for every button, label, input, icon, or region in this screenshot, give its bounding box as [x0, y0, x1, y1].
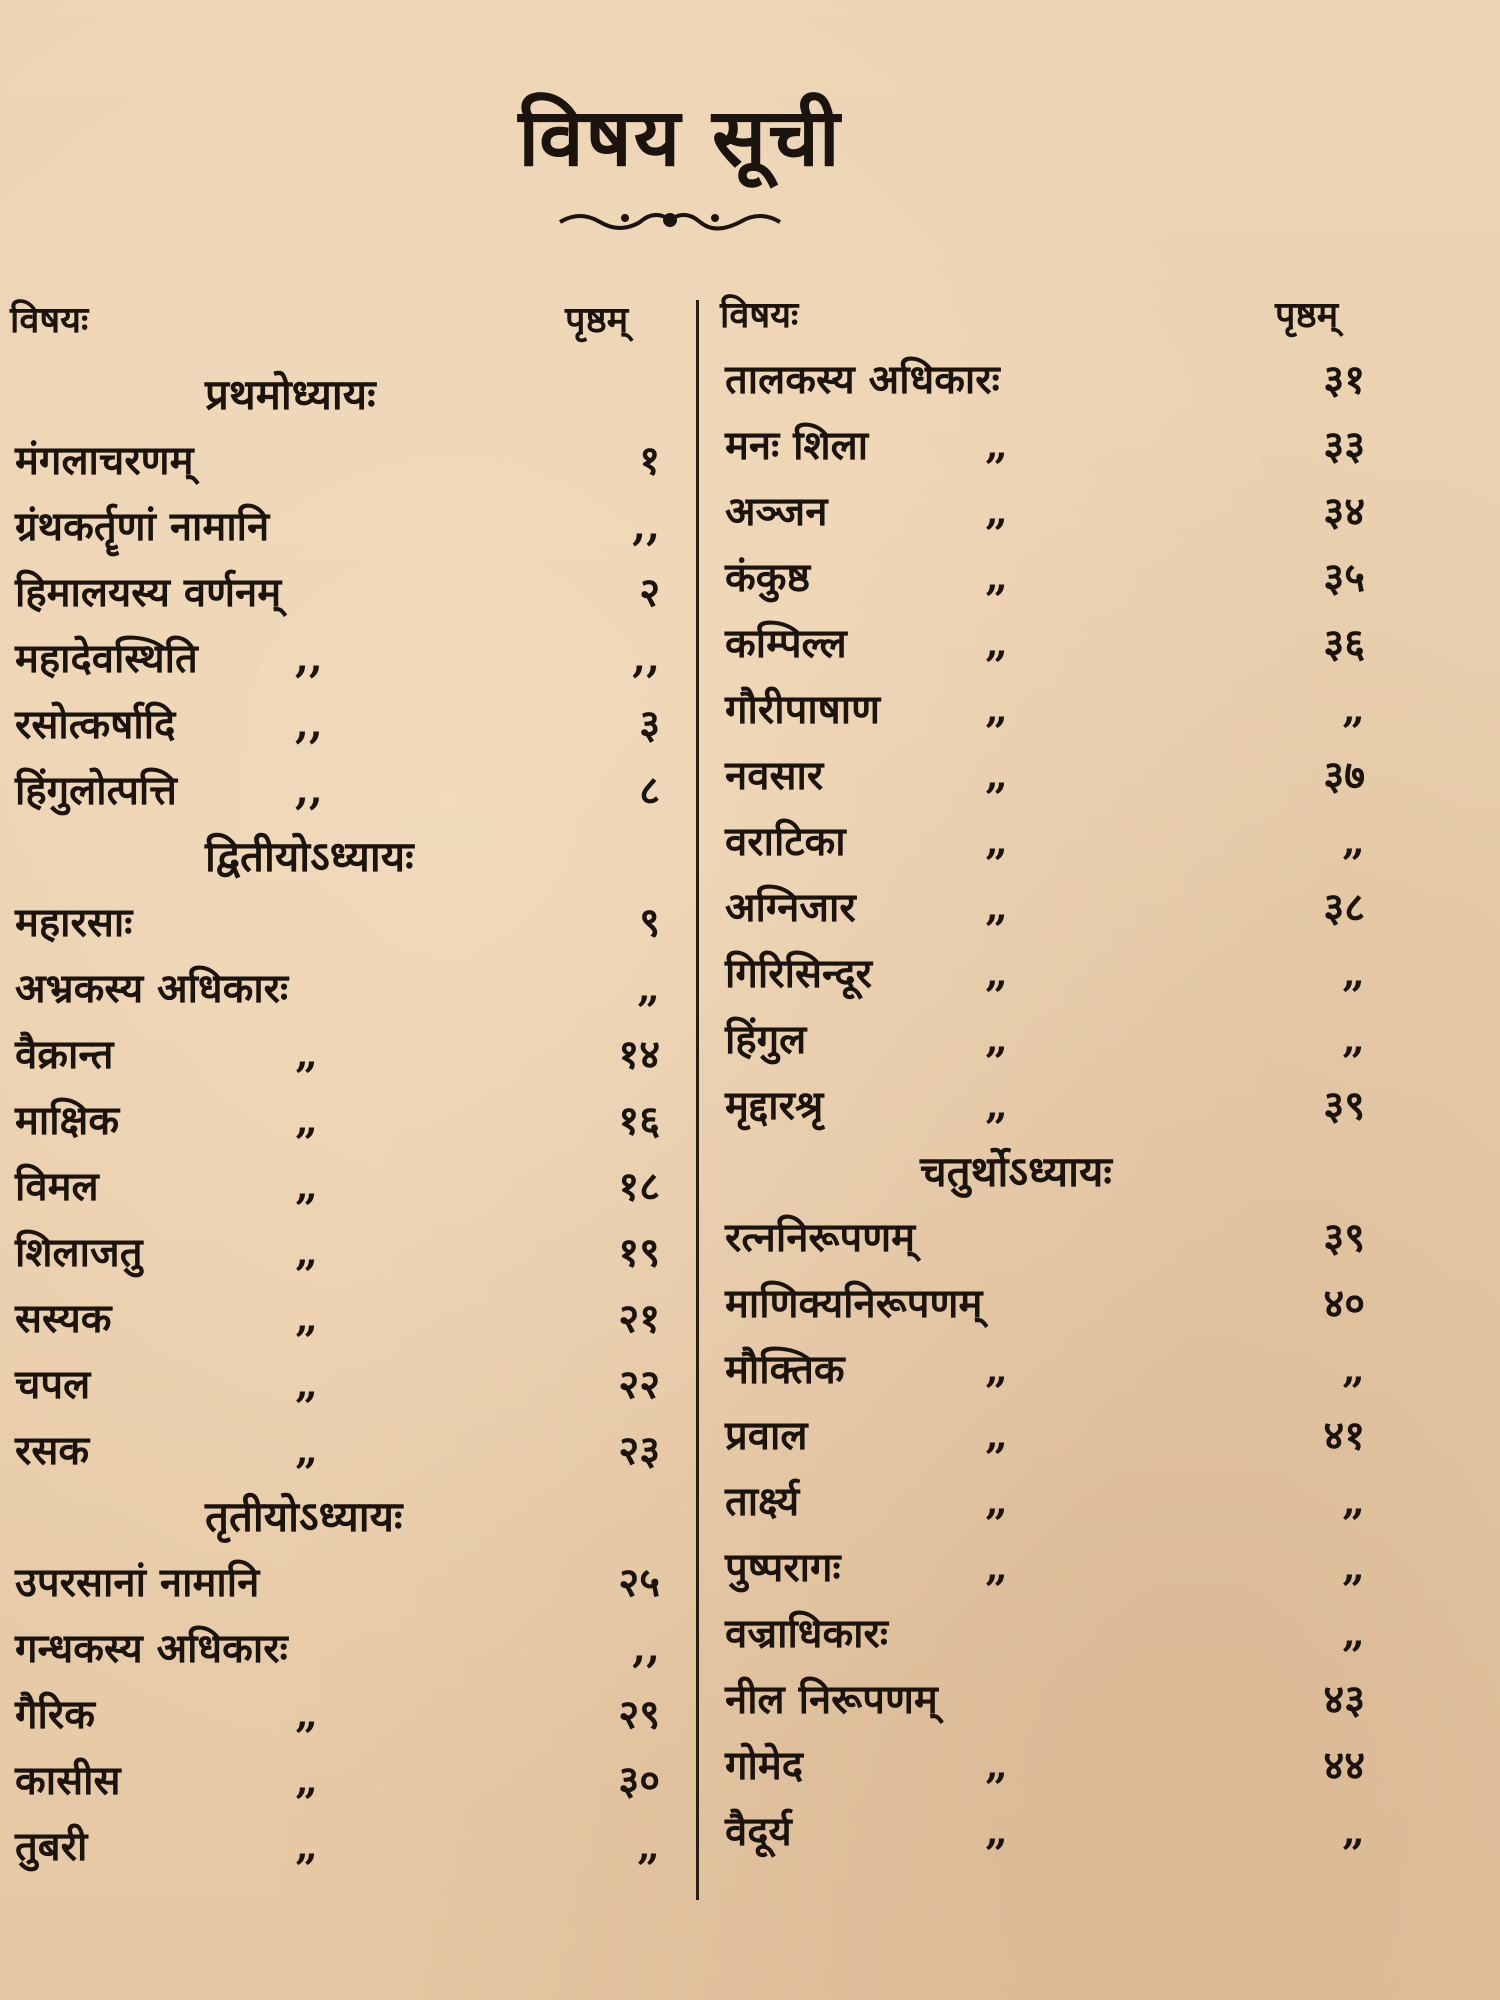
entry-title: रत्ननिरूपणम्	[725, 1214, 916, 1261]
ditto-mark: „	[985, 950, 1009, 997]
toc-entry[interactable]	[0, 1421, 690, 1481]
entry-page-number: „	[1341, 1808, 1365, 1855]
toc-entry[interactable]	[705, 1340, 1395, 1400]
chapter-heading: तृतीयोऽध्यायः	[205, 1492, 403, 1541]
ditto-mark: „	[295, 1031, 319, 1078]
toc-entry[interactable]	[705, 1736, 1395, 1796]
toc-entry[interactable]	[705, 746, 1395, 806]
entry-page-number: २२	[618, 1361, 660, 1408]
entry-page-number: „	[1341, 1610, 1365, 1657]
entry-title: गौरीपाषाण	[725, 686, 881, 733]
entry-page-number: २५	[618, 1559, 660, 1606]
toc-entry[interactable]	[705, 1670, 1395, 1730]
ditto-mark: „	[295, 1361, 319, 1408]
entry-page-number: ४१	[1323, 1412, 1365, 1459]
toc-entry[interactable]	[705, 1802, 1395, 1862]
ditto-mark: „	[295, 1097, 319, 1144]
toc-entry[interactable]	[0, 1355, 690, 1415]
toc-entry[interactable]	[705, 1208, 1395, 1268]
ditto-mark: „	[295, 1823, 319, 1870]
toc-entry[interactable]	[0, 1157, 690, 1217]
entry-page-number: ३१	[1323, 356, 1365, 403]
ditto-mark: „	[985, 1346, 1009, 1393]
ditto-mark: „	[295, 1757, 319, 1804]
entry-title: हिंगुल	[725, 1016, 807, 1063]
entry-title: पुष्परागः	[725, 1544, 841, 1591]
toc-entry[interactable]	[705, 1538, 1395, 1598]
ditto-mark: „	[295, 1691, 319, 1738]
entry-title: मौक्तिक	[725, 1346, 845, 1393]
entry-title: विमल	[15, 1163, 99, 1210]
chapter-heading: द्वितीयोऽध्यायः	[205, 832, 414, 881]
ditto-mark: „	[985, 1082, 1009, 1129]
entry-title: नवसार	[725, 752, 824, 799]
entry-page-number: ३४	[1323, 488, 1365, 535]
entry-page-number: ४४	[1323, 1742, 1365, 1789]
entry-title: हिमालयस्य वर्णनम्	[15, 569, 282, 616]
ditto-mark: „	[985, 488, 1009, 535]
entry-title: वज्राधिकारः	[725, 1610, 888, 1657]
page-title: विषय सूची	[518, 90, 842, 184]
entry-page-number: ९	[639, 899, 660, 946]
toc-entry[interactable]	[705, 1472, 1395, 1532]
entry-title: मंगलाचरणम्	[15, 437, 194, 484]
entry-title: माक्षिक	[15, 1097, 120, 1144]
toc-entry[interactable]	[0, 1553, 690, 1613]
ditto-mark: ,,	[295, 635, 323, 682]
entry-title: उपरसानां नामानि	[15, 1559, 260, 1606]
entry-page-number: ३०	[618, 1757, 660, 1804]
toc-entry[interactable]	[705, 1076, 1395, 1136]
toc-entry[interactable]	[0, 1091, 690, 1151]
entry-title: कम्पिल्ल	[725, 620, 847, 667]
ditto-mark: „	[985, 752, 1009, 799]
entry-page-number: „	[1341, 1016, 1365, 1063]
toc-entry[interactable]	[0, 497, 690, 557]
entry-title: सस्यक	[15, 1295, 112, 1342]
toc-entry[interactable]	[0, 695, 690, 755]
entry-page-number: १८	[618, 1163, 660, 1210]
toc-entry[interactable]	[705, 680, 1395, 740]
toc-entry[interactable]	[705, 482, 1395, 542]
entry-title: शिलाजतु	[15, 1229, 143, 1276]
entry-title: गन्धकस्य अधिकारः	[15, 1625, 288, 1672]
ditto-mark: „	[985, 1478, 1009, 1525]
toc-entry[interactable]	[0, 893, 690, 953]
entry-title: अञ्जन	[725, 488, 828, 535]
ditto-mark: „	[985, 1544, 1009, 1591]
entry-title: नील निरूपणम्	[725, 1676, 938, 1723]
entry-title: महादेवस्थिति	[15, 635, 198, 682]
toc-entry[interactable]	[705, 416, 1395, 476]
entry-page-number: „	[636, 965, 660, 1012]
ditto-mark: „	[985, 1016, 1009, 1063]
entry-page-number: ३८	[1323, 884, 1365, 931]
entry-page-number: १	[639, 437, 660, 484]
toc-entry[interactable]	[0, 1751, 690, 1811]
ditto-mark: ,,	[295, 767, 323, 814]
toc-entry[interactable]	[0, 761, 690, 821]
entry-title: प्रवाल	[725, 1412, 808, 1459]
entry-page-number: „	[636, 1823, 660, 1870]
entry-page-number: २३	[618, 1427, 660, 1474]
entry-page-number: „	[1341, 1544, 1365, 1591]
title-ornament-icon	[555, 205, 785, 235]
toc-entry[interactable]	[0, 1817, 690, 1877]
toc-entry[interactable]	[0, 1025, 690, 1085]
toc-entry[interactable]	[0, 1289, 690, 1349]
entry-page-number: ३३	[1323, 422, 1365, 469]
entry-page-number: „	[1341, 1346, 1365, 1393]
subject-header: विषयः	[720, 294, 799, 336]
entry-page-number: ३	[639, 701, 660, 748]
entry-title: रसक	[15, 1427, 90, 1474]
entry-page-number: ८	[639, 767, 660, 814]
toc-entry[interactable]	[705, 350, 1395, 410]
entry-title: हिंगुलोत्पत्ति	[15, 767, 177, 814]
toc-entry[interactable]	[705, 614, 1395, 674]
entry-title: तालकस्य अधिकारः	[725, 356, 1000, 403]
column-divider	[696, 300, 699, 1900]
entry-title: वैक्रान्त	[15, 1031, 114, 1078]
toc-entry[interactable]	[705, 878, 1395, 938]
toc-entry[interactable]	[705, 1274, 1395, 1334]
entry-title: कंकुष्ठ	[725, 554, 810, 601]
toc-entry[interactable]	[705, 1010, 1395, 1070]
toc-entry[interactable]	[705, 1604, 1395, 1664]
ditto-mark: „	[295, 1163, 319, 1210]
ditto-mark: „	[985, 1742, 1009, 1789]
ditto-mark: ,,	[295, 701, 323, 748]
entry-page-number: १४	[618, 1031, 660, 1078]
entry-title: तुबरी	[15, 1823, 88, 1870]
entry-page-number: ३७	[1323, 752, 1365, 799]
entry-page-number: २१	[618, 1295, 660, 1342]
toc-entry[interactable]	[0, 563, 690, 623]
entry-page-number: ,,	[632, 503, 660, 550]
ditto-mark: „	[985, 686, 1009, 733]
entry-page-number: १६	[618, 1097, 660, 1144]
ditto-mark: „	[985, 818, 1009, 865]
entry-page-number: „	[1341, 686, 1365, 733]
entry-page-number: ३६	[1323, 620, 1365, 667]
entry-title: मृद्दारश्रृ	[725, 1082, 824, 1129]
toc-entry[interactable]	[705, 944, 1395, 1004]
ditto-mark: „	[985, 884, 1009, 931]
entry-page-number: ३५	[1323, 554, 1365, 601]
entry-page-number: १९	[618, 1229, 660, 1276]
page-header: पृष्ठम्	[565, 299, 629, 341]
ditto-mark: „	[985, 422, 1009, 469]
ditto-mark: „	[985, 620, 1009, 667]
entry-title: अभ्रकस्य अधिकारः	[15, 965, 289, 1012]
entry-page-number: ४०	[1323, 1280, 1365, 1327]
entry-title: कासीस	[15, 1757, 121, 1804]
page-header: पृष्ठम्	[1275, 294, 1339, 336]
toc-entry[interactable]	[0, 431, 690, 491]
toc-entry[interactable]	[0, 1619, 690, 1679]
ditto-mark: „	[985, 1412, 1009, 1459]
entry-title: गोमेद	[725, 1742, 804, 1789]
entry-title: मनः शिला	[725, 422, 869, 469]
ditto-mark: „	[295, 1295, 319, 1342]
entry-page-number: „	[1341, 1478, 1365, 1525]
ditto-mark: „	[985, 1808, 1009, 1855]
entry-title: तार्क्ष्य	[725, 1478, 800, 1525]
entry-page-number: २	[639, 569, 660, 616]
entry-title: गिरिसिन्दूर	[725, 950, 872, 997]
entry-page-number: „	[1341, 950, 1365, 997]
toc-entry[interactable]	[0, 1223, 690, 1283]
entry-title: महारसाः	[15, 899, 133, 946]
entry-title: रसोत्कर्षादि	[15, 701, 176, 748]
toc-entry[interactable]	[0, 959, 690, 1019]
subject-header: विषयः	[10, 299, 89, 341]
entry-title: माणिक्यनिरूपणम्	[725, 1280, 983, 1327]
entry-page-number: ,,	[632, 635, 660, 682]
ditto-mark: „	[295, 1427, 319, 1474]
entry-title: अग्निजार	[725, 884, 856, 931]
toc-entry[interactable]	[705, 812, 1395, 872]
ditto-mark: „	[985, 554, 1009, 601]
entry-title: ग्रंथकर्तॄणां नामानि	[15, 503, 270, 550]
chapter-heading: प्रथमोध्यायः	[205, 370, 376, 419]
entry-page-number: ३९	[1323, 1214, 1365, 1261]
entry-title: गैरिक	[15, 1691, 95, 1738]
entry-page-number: ,,	[632, 1625, 660, 1672]
toc-entry[interactable]	[0, 1685, 690, 1745]
toc-entry[interactable]	[0, 629, 690, 689]
entry-title: वराटिका	[725, 818, 846, 865]
entry-title: वैदूर्य	[725, 1808, 792, 1855]
toc-entry[interactable]	[705, 548, 1395, 608]
chapter-heading: चतुर्थोऽध्यायः	[920, 1147, 1112, 1196]
ditto-mark: „	[295, 1229, 319, 1276]
entry-page-number: ३९	[1323, 1082, 1365, 1129]
entry-page-number: ४३	[1323, 1676, 1365, 1723]
entry-title: चपल	[15, 1361, 91, 1408]
entry-page-number: „	[1341, 818, 1365, 865]
toc-entry[interactable]	[705, 1406, 1395, 1466]
entry-page-number: २९	[618, 1691, 660, 1738]
